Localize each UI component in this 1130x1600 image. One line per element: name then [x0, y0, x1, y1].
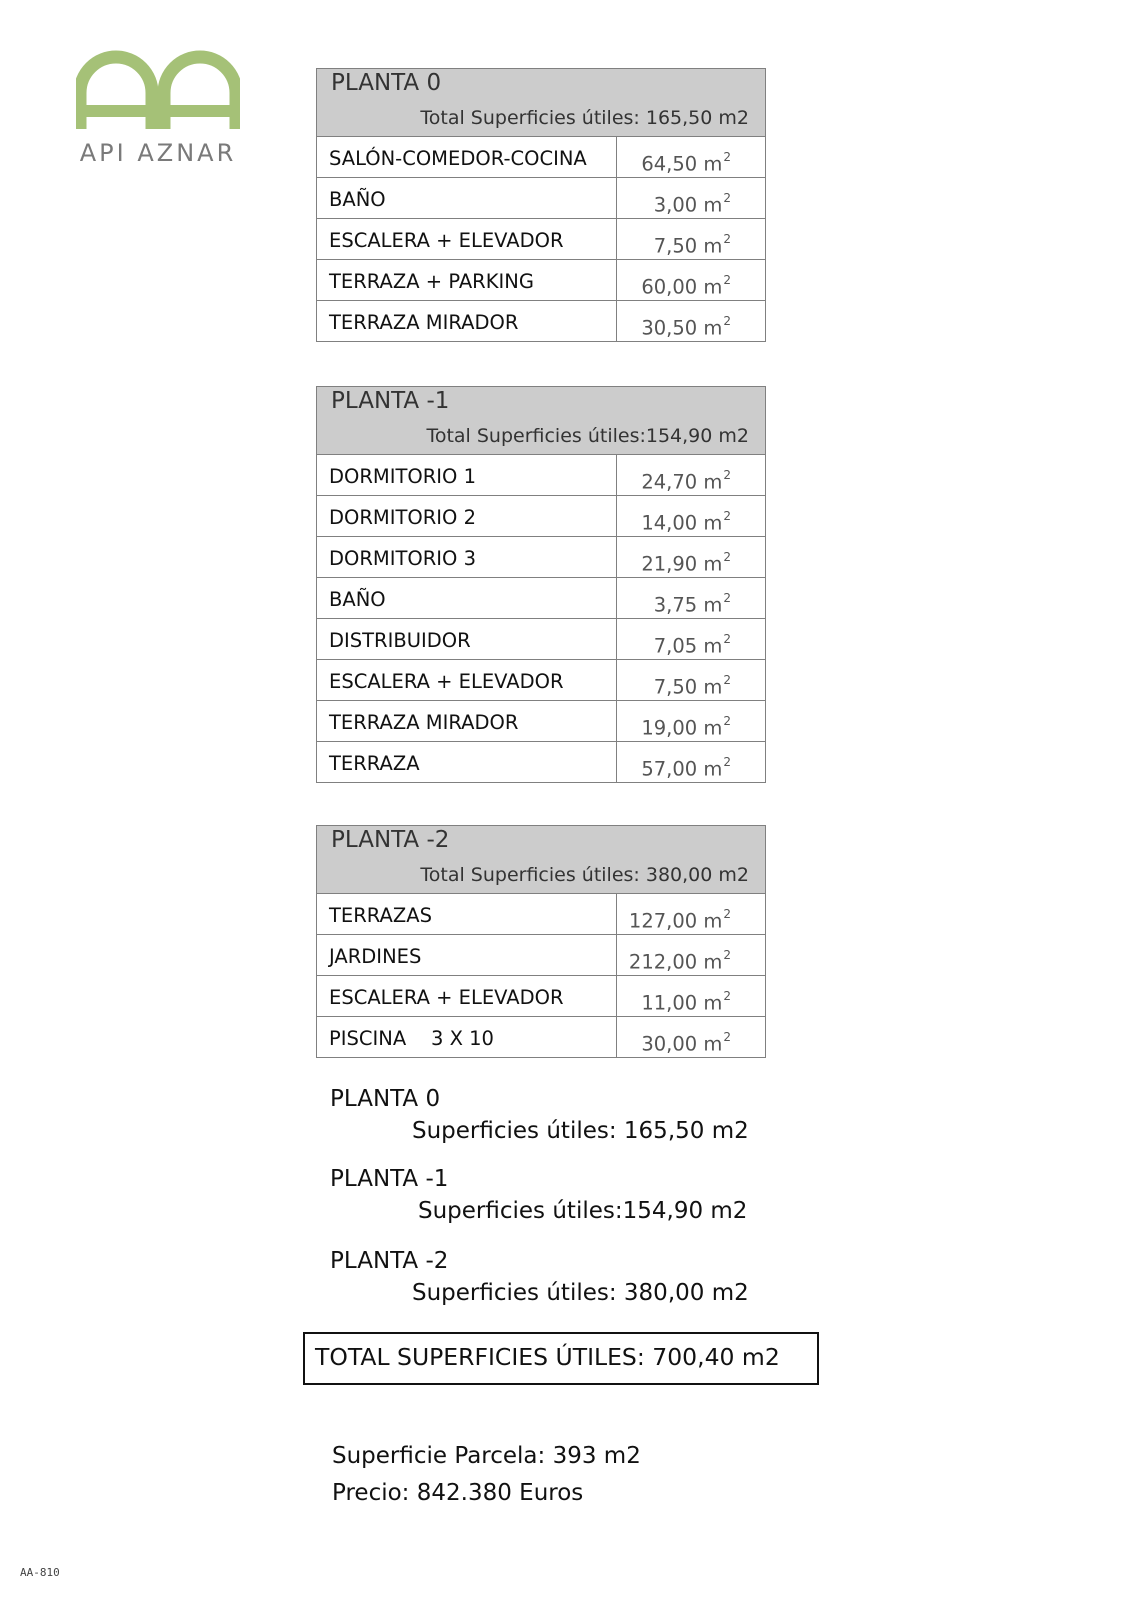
area-unit: m	[703, 511, 723, 535]
area-unit: m	[703, 757, 723, 781]
summary-value: Superficies útiles: 380,00 m2	[412, 1280, 749, 1306]
room-name: TERRAZA + PARKING	[317, 260, 617, 300]
area-value: 24,70	[641, 470, 698, 494]
area-unit: m	[703, 470, 723, 494]
table-planta-minus-1	[316, 386, 766, 783]
area-value: 212,00	[628, 950, 698, 974]
table-row	[317, 741, 765, 782]
logo	[76, 45, 244, 167]
area-value: 127,00	[628, 909, 698, 933]
table-row	[317, 536, 765, 577]
area-unit-exponent: 2	[723, 714, 731, 728]
area-unit-exponent: 2	[723, 550, 731, 564]
area-unit-exponent: 2	[723, 509, 731, 523]
room-name: DORMITORIO 3	[317, 537, 617, 577]
area-value: 7,05	[653, 634, 698, 658]
area-value: 14,00	[641, 511, 698, 535]
area-unit: m	[703, 675, 723, 699]
area-value: 7,50	[653, 234, 698, 258]
area-value: 3,75	[653, 593, 698, 617]
room-area	[617, 301, 765, 341]
planta-title: PLANTA -1	[331, 388, 450, 414]
reference-code: AA-810	[20, 1566, 60, 1579]
room-area	[617, 455, 765, 495]
area-unit: m	[703, 1032, 723, 1056]
area-unit-exponent: 2	[723, 673, 731, 687]
area-unit-exponent: 2	[723, 191, 731, 205]
area-unit-exponent: 2	[723, 989, 731, 1003]
planta-total: Total Superficies útiles: 165,50 m2	[420, 107, 749, 129]
room-name: ESCALERA + ELEVADOR	[317, 219, 617, 259]
room-name: JARDINES	[317, 935, 617, 975]
room-area	[617, 537, 765, 577]
planta-total: Total Superficies útiles:154,90 m2	[426, 425, 749, 447]
room-name: ESCALERA + ELEVADOR	[317, 976, 617, 1016]
planta-total: Total Superficies útiles: 380,00 m2	[420, 864, 749, 886]
area-unit: m	[703, 716, 723, 740]
table-row	[317, 300, 765, 341]
summary-planta-minus-1	[330, 1166, 747, 1224]
table-row	[317, 137, 765, 177]
room-area	[617, 935, 765, 975]
table-rows	[317, 894, 765, 1057]
room-area	[617, 619, 765, 659]
table-rows	[317, 455, 765, 782]
room-area	[617, 496, 765, 536]
table-row	[317, 577, 765, 618]
total-superficies: TOTAL SUPERFICIES ÚTILES: 700,40 m2	[303, 1332, 819, 1385]
table-row	[317, 700, 765, 741]
table-row	[317, 177, 765, 218]
table-row	[317, 259, 765, 300]
area-unit-exponent: 2	[723, 273, 731, 287]
area-value: 11,00	[641, 991, 698, 1015]
area-value: 30,00	[641, 1032, 698, 1056]
area-unit-exponent: 2	[723, 314, 731, 328]
room-name: BAÑO	[317, 578, 617, 618]
area-unit-exponent: 2	[723, 948, 731, 962]
table-row	[317, 1016, 765, 1057]
table-planta-minus-2	[316, 825, 766, 1058]
area-value: 19,00	[641, 716, 698, 740]
room-area	[617, 1017, 765, 1057]
room-name: DISTRIBUIDOR	[317, 619, 617, 659]
area-unit: m	[703, 634, 723, 658]
summary-planta-minus-2	[330, 1248, 749, 1306]
area-unit-exponent: 2	[723, 632, 731, 646]
area-unit-exponent: 2	[723, 468, 731, 482]
area-unit: m	[703, 593, 723, 617]
precio: Precio: 842.380 Euros	[332, 1480, 584, 1506]
area-unit: m	[703, 193, 723, 217]
area-value: 21,90	[641, 552, 698, 576]
area-unit: m	[703, 909, 723, 933]
area-unit-exponent: 2	[723, 1030, 731, 1044]
table-row	[317, 618, 765, 659]
table-row	[317, 975, 765, 1016]
summary-value: Superficies útiles:154,90 m2	[418, 1198, 748, 1224]
room-area	[617, 894, 765, 934]
room-area	[617, 660, 765, 700]
area-unit-exponent: 2	[723, 232, 731, 246]
table-rows	[317, 137, 765, 341]
room-name: ESCALERA + ELEVADOR	[317, 660, 617, 700]
room-area	[617, 976, 765, 1016]
area-unit: m	[703, 152, 723, 176]
table-row	[317, 894, 765, 934]
room-name: TERRAZA MIRADOR	[317, 301, 617, 341]
room-name: SALÓN-COMEDOR-COCINA	[317, 137, 617, 177]
room-name: TERRAZAS	[317, 894, 617, 934]
area-unit: m	[703, 316, 723, 340]
table-header	[317, 69, 765, 137]
table-row	[317, 934, 765, 975]
planta-title: PLANTA 0	[331, 70, 442, 96]
superficie-parcela: Superficie Parcela: 393 m2	[332, 1443, 641, 1469]
room-area	[617, 701, 765, 741]
area-unit: m	[703, 950, 723, 974]
area-value: 57,00	[641, 757, 698, 781]
summary-value: Superficies útiles: 165,50 m2	[412, 1118, 749, 1144]
area-unit-exponent: 2	[723, 150, 731, 164]
table-header	[317, 387, 765, 455]
room-name: DORMITORIO 2	[317, 496, 617, 536]
area-unit: m	[703, 275, 723, 299]
area-value: 30,50	[641, 316, 698, 340]
room-area	[617, 219, 765, 259]
area-value: 7,50	[653, 675, 698, 699]
summary-label: PLANTA -1	[330, 1166, 449, 1192]
area-unit-exponent: 2	[723, 907, 731, 921]
room-area	[617, 578, 765, 618]
summary-planta-0	[330, 1086, 749, 1144]
summary-label: PLANTA 0	[330, 1086, 441, 1112]
room-area	[617, 742, 765, 782]
area-unit: m	[703, 552, 723, 576]
area-value: 60,00	[641, 275, 698, 299]
room-area	[617, 178, 765, 218]
logo-mark	[76, 45, 240, 133]
table-row	[317, 455, 765, 495]
table-header	[317, 826, 765, 894]
area-unit-exponent: 2	[723, 591, 731, 605]
room-name: TERRAZA	[317, 742, 617, 782]
room-name: BAÑO	[317, 178, 617, 218]
planta-title: PLANTA -2	[331, 827, 450, 853]
table-planta-0	[316, 68, 766, 342]
area-value: 3,00	[653, 193, 698, 217]
area-value: 64,50	[641, 152, 698, 176]
area-unit: m	[703, 234, 723, 258]
room-name: DORMITORIO 1	[317, 455, 617, 495]
room-name: PISCINA 3 X 10	[317, 1017, 617, 1057]
logo-text: API AZNAR	[79, 139, 237, 167]
room-area	[617, 137, 765, 177]
table-row	[317, 659, 765, 700]
summary-label: PLANTA -2	[330, 1248, 449, 1274]
table-row	[317, 495, 765, 536]
area-unit-exponent: 2	[723, 755, 731, 769]
area-unit: m	[703, 991, 723, 1015]
room-area	[617, 260, 765, 300]
room-name: TERRAZA MIRADOR	[317, 701, 617, 741]
table-row	[317, 218, 765, 259]
